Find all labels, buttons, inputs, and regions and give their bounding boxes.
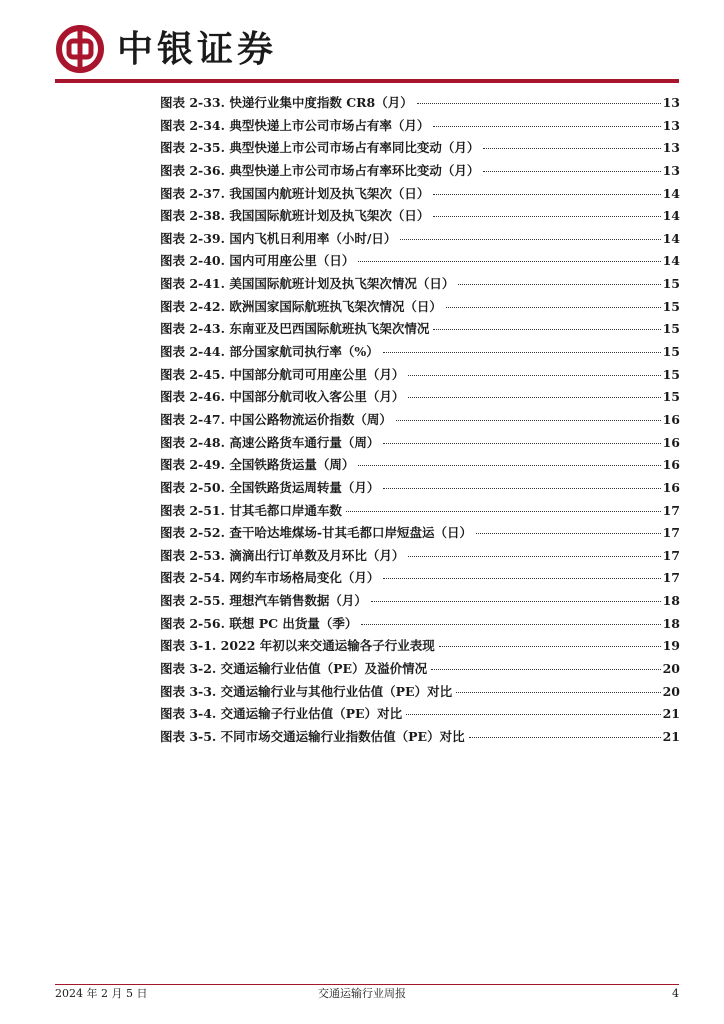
toc-entry[interactable]	[160, 703, 680, 726]
toc-entry-page: 20	[662, 683, 680, 699]
toc-entry-page: 16	[662, 457, 680, 473]
toc-entry-page: 14	[662, 253, 680, 269]
toc-entry[interactable]	[160, 273, 680, 296]
toc-entry-label: 图表 2-52. 查干哈达堆煤场-甘其毛都口岸短盘运（日）	[160, 525, 473, 541]
toc-entry[interactable]	[160, 545, 680, 568]
toc-leader-dots	[383, 443, 660, 444]
toc-entry[interactable]	[160, 92, 680, 115]
toc-entry-label: 图表 2-51. 甘其毛都口岸通车数	[160, 502, 342, 518]
toc-entry-page: 16	[662, 434, 680, 450]
brand-name: 中银证券	[117, 29, 278, 70]
footer-report-title: 交通运输行业周报	[318, 987, 406, 1000]
toc-entry-label: 图表 2-46. 中国部分航司收入客公里（月）	[160, 389, 405, 405]
toc-leader-dots	[400, 239, 660, 240]
toc-entry[interactable]	[160, 137, 680, 160]
footer-page-number: 4	[672, 987, 679, 1000]
toc-leader-dots	[433, 216, 660, 217]
toc-entry[interactable]	[160, 613, 680, 636]
toc-entry-page: 15	[662, 321, 680, 337]
toc-entry-page: 19	[662, 638, 680, 654]
toc-entry-label: 图表 2-47. 中国公路物流运价指数（周）	[160, 411, 392, 427]
toc-entry-label: 图表 3-2. 交通运输行业估值（PE）及溢价情况	[160, 661, 428, 677]
toc-entry[interactable]	[160, 183, 680, 206]
bank-of-china-logo-icon	[55, 24, 105, 74]
toc-leader-dots	[483, 171, 660, 172]
toc-entry-label: 图表 3-4. 交通运输子行业估值（PE）对比	[160, 706, 403, 722]
toc-entry-page: 17	[662, 570, 680, 586]
toc-entry-label: 图表 2-53. 滴滴出行订单数及月环比（月）	[160, 547, 405, 563]
toc-entry-page: 17	[662, 502, 680, 518]
toc-entry-label: 图表 2-34. 典型快递上市公司市场占有率（月）	[160, 117, 430, 133]
toc-entry[interactable]	[160, 296, 680, 319]
toc-entry-page: 17	[662, 547, 680, 563]
toc-entry[interactable]	[160, 590, 680, 613]
footer-divider	[55, 984, 679, 985]
toc-entry-page: 18	[662, 615, 680, 631]
toc-entry-label: 图表 2-38. 我国国际航班计划及执飞架次（日）	[160, 208, 430, 224]
toc-entry-label: 图表 2-39. 国内飞机日利用率（小时/日）	[160, 230, 397, 246]
toc-entry-page: 14	[662, 208, 680, 224]
toc-entry[interactable]	[160, 386, 680, 409]
toc-entry-page: 14	[662, 230, 680, 246]
toc-leader-dots	[358, 465, 660, 466]
toc-entry-label: 图表 3-5. 不同市场交通运输行业指数估值（PE）对比	[160, 728, 465, 744]
toc-entry[interactable]	[160, 409, 680, 432]
toc-entry[interactable]	[160, 228, 680, 251]
toc-entry-label: 图表 3-3. 交通运输行业与其他行业估值（PE）对比	[160, 683, 453, 699]
toc-entry-page: 15	[662, 344, 680, 360]
toc-leader-dots	[383, 352, 661, 353]
toc-entry[interactable]	[160, 205, 680, 228]
toc-entry-page: 14	[662, 185, 680, 201]
toc-leader-dots	[431, 669, 661, 670]
footer-date: 2024 年 2 月 5 日	[55, 987, 148, 1000]
header-divider	[55, 79, 679, 83]
toc-leader-dots	[433, 194, 660, 195]
toc-entry-page: 13	[662, 140, 680, 156]
page-header	[55, 22, 679, 82]
toc-leader-dots	[383, 578, 660, 579]
toc-entry[interactable]	[160, 477, 680, 500]
toc-leader-dots	[456, 692, 661, 693]
toc-entry[interactable]	[160, 726, 680, 749]
toc-entry-label: 图表 2-37. 我国国内航班计划及执飞架次（日）	[160, 185, 430, 201]
toc-entry[interactable]	[160, 522, 680, 545]
toc-entry-page: 21	[662, 728, 680, 744]
toc-leader-dots	[458, 284, 660, 285]
toc-entry-label: 图表 2-41. 美国国际航班计划及执飞架次情况（日）	[160, 276, 455, 292]
toc-entry[interactable]	[160, 341, 680, 364]
toc-leader-dots	[446, 307, 661, 308]
toc-entry-label: 图表 2-43. 东南亚及巴西国际航班执飞架次情况	[160, 321, 430, 337]
toc-entry-page: 15	[662, 298, 680, 314]
toc-leader-dots	[476, 533, 661, 534]
toc-leader-dots	[371, 601, 661, 602]
toc-entry-page: 13	[662, 162, 680, 178]
toc-entry-page: 13	[662, 117, 680, 133]
toc-entry-label: 图表 2-40. 国内可用座公里（日）	[160, 253, 355, 269]
toc-entry-page: 18	[662, 593, 680, 609]
toc-entry-label: 图表 2-56. 联想 PC 出货量（季）	[160, 615, 358, 631]
table-of-figures	[160, 92, 680, 749]
toc-entry-page: 20	[662, 661, 680, 677]
toc-entry-page: 16	[662, 411, 680, 427]
toc-entry-page: 21	[662, 706, 680, 722]
toc-entry-page: 15	[662, 389, 680, 405]
toc-leader-dots	[469, 737, 661, 738]
toc-leader-dots	[361, 624, 660, 625]
toc-entry[interactable]	[160, 658, 680, 681]
toc-entry-label: 图表 2-48. 高速公路货车通行量（周）	[160, 434, 380, 450]
toc-entry[interactable]	[160, 635, 680, 658]
toc-entry[interactable]	[160, 567, 680, 590]
toc-entry[interactable]	[160, 681, 680, 704]
toc-entry-label: 图表 2-35. 典型快递上市公司市场占有率同比变动（月）	[160, 140, 480, 156]
toc-entry-label: 图表 2-54. 网约车市场格局变化（月）	[160, 570, 380, 586]
toc-leader-dots	[433, 329, 660, 330]
toc-leader-dots	[417, 103, 661, 104]
toc-entry-label: 图表 3-1. 2022 年初以来交通运输各子行业表现	[160, 638, 435, 654]
toc-leader-dots	[406, 714, 661, 715]
toc-leader-dots	[396, 420, 661, 421]
toc-entry[interactable]	[160, 500, 680, 523]
toc-leader-dots	[408, 397, 660, 398]
toc-entry[interactable]	[160, 250, 680, 273]
toc-entry-page: 17	[662, 525, 680, 541]
toc-entry[interactable]	[160, 115, 680, 138]
toc-entry-label: 图表 2-33. 快递行业集中度指数 CR8（月）	[160, 95, 413, 110]
toc-entry-label: 图表 2-42. 欧洲国家国际航班执飞架次情况（日）	[160, 298, 442, 314]
toc-leader-dots	[439, 646, 661, 647]
toc-leader-dots	[433, 126, 660, 127]
toc-entry-label: 图表 2-55. 理想汽车销售数据（月）	[160, 593, 367, 609]
toc-entry-label: 图表 2-45. 中国部分航司可用座公里（月）	[160, 366, 405, 382]
toc-entry-page: 16	[662, 479, 680, 495]
toc-entry[interactable]	[160, 364, 680, 387]
toc-entry-label: 图表 2-44. 部分国家航司执行率（%）	[160, 344, 379, 360]
toc-leader-dots	[346, 511, 661, 512]
toc-leader-dots	[358, 261, 660, 262]
toc-entry[interactable]	[160, 432, 680, 455]
toc-entry-label: 图表 2-49. 全国铁路货运量（周）	[160, 457, 355, 473]
toc-leader-dots	[408, 556, 660, 557]
toc-leader-dots	[408, 375, 660, 376]
toc-entry-label: 图表 2-50. 全国铁路货运周转量（月）	[160, 479, 380, 495]
toc-entry[interactable]	[160, 454, 680, 477]
toc-entry-page: 15	[662, 276, 680, 292]
toc-leader-dots	[383, 488, 660, 489]
toc-entry[interactable]	[160, 160, 680, 183]
toc-entry-page: 15	[662, 366, 680, 382]
toc-entry-label: 图表 2-36. 典型快递上市公司市场占有率环比变动（月）	[160, 162, 480, 178]
toc-leader-dots	[483, 148, 660, 149]
toc-entry[interactable]	[160, 318, 680, 341]
toc-entry-page: 13	[662, 95, 680, 110]
